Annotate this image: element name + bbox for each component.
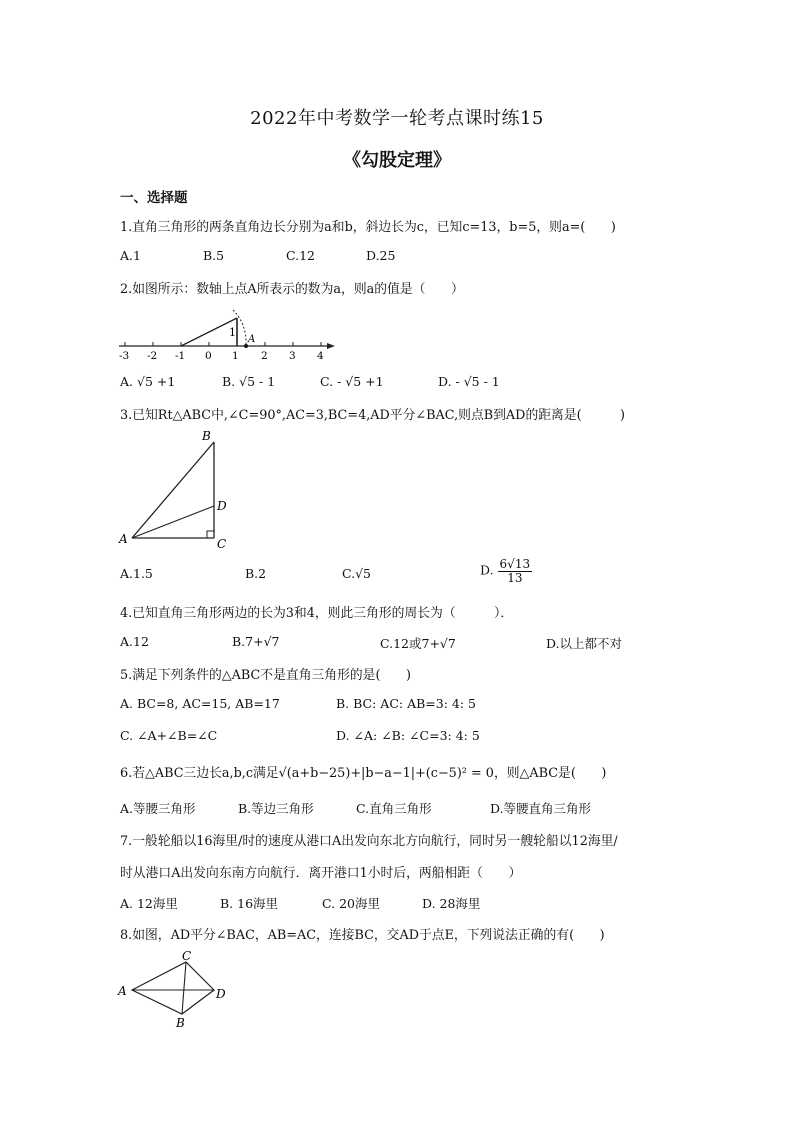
q5-option-a: A. BC=8, AC=15, AB=17: [120, 696, 280, 711]
q6-option-a: A.等腰三角形: [120, 801, 196, 816]
vertex-label: D: [216, 987, 226, 1001]
question-3-stem: 3.已知Rt△ABC中,∠C=90°,AC=3,BC=4,AD平分∠BAC,则点B到AD的距离是( ): [120, 408, 626, 423]
tick-label: 2: [261, 350, 268, 362]
page-subtitle: 《勾股定理》: [343, 150, 451, 171]
question-5-stem: 5.满足下列条件的△ABC不是直角三角形的是( ): [120, 668, 412, 683]
q1-option-c: C.12: [286, 248, 315, 263]
number-line-figure: [115, 306, 340, 364]
tick-label: -2: [147, 350, 158, 362]
point-a-label: A: [248, 334, 256, 345]
vertex-label: C: [182, 950, 192, 963]
segment-label: 1: [229, 326, 236, 339]
question-2-stem: 2.如图所示：数轴上点A所表示的数为a，则a的值是（ ）: [120, 282, 464, 297]
q2-option-a: A. √5 +1: [120, 374, 176, 389]
q2-option-b: B. √5 - 1: [222, 374, 276, 389]
q5-option-c: C. ∠A+∠B=∠C: [120, 728, 218, 743]
q3-option-b: B.2: [245, 566, 267, 581]
q3-option-a: A.1.5: [120, 566, 153, 581]
tick-label: -1: [175, 350, 186, 362]
vertex-label: C: [217, 537, 227, 551]
fraction-numerator: 6√13: [499, 557, 531, 571]
q5-option-b: B. BC: AC: AB=3: 4: 5: [336, 696, 476, 711]
question-4-stem: 4.已知直角三角形两边的长为3和4，则此三角形的周长为（ ）．: [120, 606, 514, 621]
section-heading: 一、选择题: [120, 190, 188, 206]
q7-option-b: B. 16海里: [220, 896, 279, 911]
question-6-stem: 6.若△ABC三边长a,b,c满足√(a+b−25)+|b−a−1|+(c−5)² = 0，则△ABC是( ): [120, 766, 607, 781]
q1-option-d: D.25: [366, 248, 396, 263]
q4-option-d: D.以上都不对: [546, 636, 623, 651]
tick-label: 4: [317, 350, 324, 362]
vertex-label: D: [217, 499, 227, 513]
tick-label: 0: [205, 350, 212, 362]
tick-label: -3: [119, 350, 130, 362]
fraction-denominator: 13: [507, 570, 523, 585]
vertex-label: B: [176, 1016, 185, 1030]
q3-option-c: C.√5: [342, 566, 372, 581]
q1-option-b: B.5: [203, 248, 225, 263]
kite-figure: [116, 950, 236, 1030]
vertex-label: A: [118, 984, 127, 998]
question-1-stem: 1.直角三角形的两条直角边长分别为a和b，斜边长为c，已知c=13，b=5，则a=( ): [120, 220, 616, 235]
q7-option-c: C. 20海里: [322, 896, 380, 911]
q6-option-c: C.直角三角形: [356, 801, 432, 816]
page-title: 2022年中考数学一轮考点课时练15: [250, 108, 544, 129]
q2-option-d: D. - √5 - 1: [438, 374, 500, 389]
question-7-stem-line-2: 时从港口A出发向东南方向航行．离开港口1小时后，两船相距（ ）: [120, 866, 522, 881]
q7-option-d: D. 28海里: [422, 896, 481, 911]
q1-option-a: A.1: [120, 248, 141, 263]
vertex-label: B: [202, 429, 211, 443]
question-8-stem: 8.如图，AD平分∠BAC，AB=AC，连接BC，交AD于点E，下列说法正确的有( ): [120, 928, 605, 943]
tick-label: 1: [232, 350, 239, 362]
q2-option-c: C. - √5 +1: [320, 374, 384, 389]
vertex-label: A: [119, 532, 128, 546]
question-7-stem-line-1: 7.一般轮船以16海里/时的速度从港口A出发向东北方向航行，同时另一艘轮船以12海里/: [120, 834, 618, 849]
fraction: [498, 558, 533, 584]
q4-option-b: B.7+√7: [232, 634, 280, 649]
q3-option-d-prefix: D.: [480, 562, 494, 578]
tick-label: 3: [289, 350, 296, 362]
q4-option-a: A.12: [120, 634, 149, 649]
q7-option-a: A. 12海里: [120, 896, 178, 911]
q6-option-b: B.等边三角形: [238, 801, 314, 816]
q3-option-d: [480, 558, 532, 584]
q5-option-d: D. ∠A: ∠B: ∠C=3: 4: 5: [336, 728, 480, 743]
triangle-abc-figure: [116, 428, 246, 552]
q6-option-d: D.等腰直角三角形: [490, 801, 592, 816]
q4-option-c: C.12或7+√7: [380, 636, 456, 651]
